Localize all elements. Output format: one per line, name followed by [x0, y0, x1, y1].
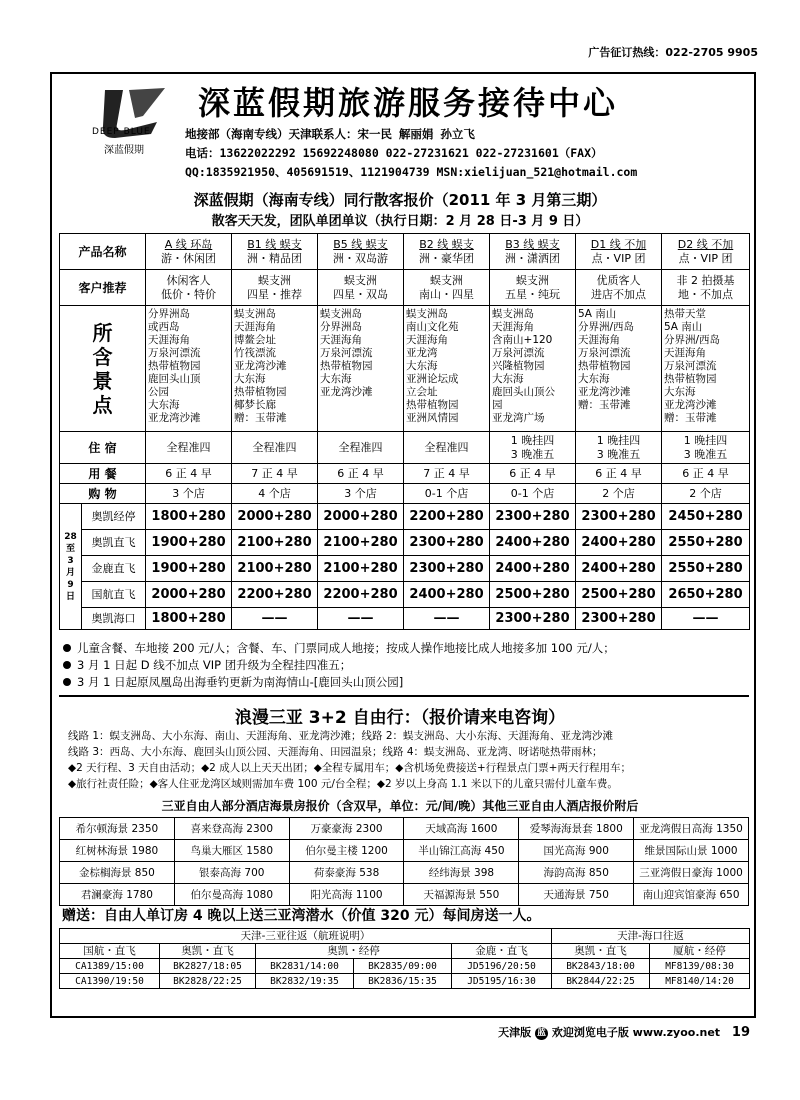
footer-tagline: 欢迎浏览电子版	[551, 1026, 629, 1039]
price-cell: 2450+280	[662, 504, 750, 530]
recommend-header: 客户推荐	[60, 270, 146, 306]
product-row	[60, 234, 750, 270]
stay-cell: 全程准四	[146, 432, 232, 464]
product-header: 产品名称	[60, 234, 146, 270]
price-cell: 2200+280	[404, 504, 490, 530]
edition-label: 天津版	[498, 1026, 532, 1039]
price-row	[60, 530, 750, 556]
meal-cell: 6 正 4 早	[146, 464, 232, 484]
meal-header: 用 餐	[60, 464, 146, 484]
flight-group-sanya: 天津-三亚往返（航班说明）	[60, 929, 552, 944]
stay-row	[60, 432, 750, 464]
airline-label: 奥凯经停	[82, 504, 146, 530]
spots-header: 所 含 景 点	[60, 306, 146, 432]
recommend-row	[60, 270, 750, 306]
price-cell: 2300+280	[576, 608, 662, 630]
flight-cell: JD5195/16:30	[452, 974, 552, 989]
flight-head: 厦航・经停	[650, 944, 750, 959]
product-cell: B3 线 蜈支 洲・潇洒团	[490, 234, 576, 270]
bullet-icon	[63, 678, 71, 686]
flight-cell: MF8139/08:30	[650, 959, 750, 974]
note-item: 3 月 1 日起原凤凰岛出海垂钓更新为南海情山-[鹿回头山顶公园]	[59, 674, 749, 691]
flight-cell: MF8140/14:20	[650, 974, 750, 989]
flight-cell: BK2828/22:25	[160, 974, 256, 989]
hotel-row	[60, 884, 749, 906]
product-cell: D1 线 不加 点・VIP 团	[576, 234, 662, 270]
flight-cell: BK2831/14:00	[256, 959, 354, 974]
product-cell: D2 线 不加 点・VIP 团	[662, 234, 750, 270]
meal-row	[60, 464, 750, 484]
hotel-cell: 伯尔曼主楼 1200	[289, 840, 404, 862]
spots-cell: 蜈支洲岛 天涯海角 含南山+120 万泉河漂流 兴隆植物园 大东海 鹿回头山顶公 园 亚龙湾广场	[490, 306, 576, 432]
spots-cell: 蜈支洲岛 南山文化苑 天涯海角 亚龙湾 大东海 亚洲论坛成 立会址 热带植物园 亚洲风情园	[404, 306, 490, 432]
flight-cell: BK2844/22:25	[552, 974, 650, 989]
flight-head: 奥凯・经停	[256, 944, 452, 959]
shop-cell: 2 个店	[576, 484, 662, 504]
price-cell: 2100+280	[232, 530, 318, 556]
price-list-subtitle: 散客天天发，团队单团单议（执行日期：2 月 28 日-3 月 9 日）	[211, 214, 589, 229]
stay-cell: 全程准四	[404, 432, 490, 464]
hotel-row	[60, 818, 749, 840]
product-cell: B2 线 蜈支 洲・豪华团	[404, 234, 490, 270]
hotel-cell: 维景国际山景 1000	[634, 840, 749, 862]
hotel-cell: 亚龙湾假日高海 1350	[634, 818, 749, 840]
note-item: 儿童含餐、车地接 200 元/人；含餐、车、门票同成人地接；按成人操作地接比成人地接多加 100 元/人；	[59, 640, 749, 657]
hotel-cell: 半山锦江高海 450	[404, 840, 519, 862]
flight-group-row	[60, 929, 750, 944]
flight-row	[60, 959, 750, 974]
notes-list	[59, 640, 749, 691]
price-cell: 1900+280	[146, 556, 232, 582]
price-cell: 2100+280	[232, 556, 318, 582]
hotel-cell: 万豪豪海 2300	[289, 818, 404, 840]
flight-cell: BK2832/19:35	[256, 974, 354, 989]
flight-row	[60, 974, 750, 989]
airline-label: 奥凯直飞	[82, 530, 146, 556]
flight-head: 奥凯・直飞	[552, 944, 650, 959]
meal-cell: 6 正 4 早	[576, 464, 662, 484]
brand-title: 深蓝假期旅游服务接待中心	[198, 84, 619, 122]
price-cell: 1800+280	[146, 504, 232, 530]
note-item: 3 月 1 日起 D 线不加点 VIP 团升级为全程挂四准五；	[59, 657, 749, 674]
price-cell: 2400+280	[576, 530, 662, 556]
airline-label: 金鹿直飞	[82, 556, 146, 582]
price-cell: ——	[232, 608, 318, 630]
flight-head: 奥凯・直飞	[160, 944, 256, 959]
meal-cell: 6 正 4 早	[662, 464, 750, 484]
recommend-cell: 休闲客人 低价・特价	[146, 270, 232, 306]
price-row	[60, 608, 750, 630]
price-cell: 2000+280	[146, 582, 232, 608]
price-cell: ——	[662, 608, 750, 630]
hotel-cell: 天福源海景 550	[404, 884, 519, 906]
price-cell: 2100+280	[318, 530, 404, 556]
hotel-cell: 鸟巢大雁区 1580	[174, 840, 289, 862]
price-cell: 2300+280	[576, 504, 662, 530]
recommend-cell: 优质客人 进店不加点	[576, 270, 662, 306]
spots-cell: 5A 南山 分界洲/西岛 天涯海角 万泉河漂流 热带植物园 大东海 亚龙湾沙滩 赠：玉带滩	[576, 306, 662, 432]
hotel-price-table	[59, 817, 749, 906]
price-cell: 2650+280	[662, 582, 750, 608]
spots-cell: 蜈支洲岛 天涯海角 博鳌会址 竹筏漂流 亚龙湾沙滩 大东海 热带植物园 椰梦长廊 赠：玉带滩	[232, 306, 318, 432]
spots-cell: 热带天堂 5A 南山 分界洲/西岛 天涯海角 万泉河漂流 热带植物园 大东海 亚龙湾沙滩 赠：玉带滩	[662, 306, 750, 432]
recommend-cell: 蜈支洲 四星・双岛	[318, 270, 404, 306]
route-line: ◆旅行社责任险；◆客人住亚龙湾区域则需加车费 100 元/台全程；◆2 岁以上身高 1.1 米以下的儿童只需付儿童车费。	[68, 778, 618, 790]
flight-cell: CA1390/19:50	[60, 974, 160, 989]
price-cell: 1800+280	[146, 608, 232, 630]
hotel-cell: 伯尔曼高海 1080	[174, 884, 289, 906]
recommend-cell: 蜈支洲 南山・四星	[404, 270, 490, 306]
shop-cell: 2 个店	[662, 484, 750, 504]
shop-cell: 0-1 个店	[404, 484, 490, 504]
price-row	[60, 504, 750, 530]
spots-cell: 分界洲岛 或西岛 天涯海角 万泉河漂流 热带植物园 鹿回头山顶 公园 大东海 亚龙湾沙滩	[146, 306, 232, 432]
price-cell: 2300+280	[404, 556, 490, 582]
stay-cell: 全程准四	[318, 432, 404, 464]
route-line: 线路 3：西岛、大小东海、鹿回头山顶公园、天涯海角、田园温泉；线路 4：蜈支洲岛、亚龙湾、呀诺哒热带雨林；	[68, 746, 603, 758]
stay-cell: 全程准四	[232, 432, 318, 464]
bullet-icon	[63, 644, 71, 652]
hotel-cell: 喜来登高海 2300	[174, 818, 289, 840]
product-cell: A 线 环岛 游・休闲团	[146, 234, 232, 270]
price-list-title: 深蓝假期（海南专线）同行散客报价（2011 年 3 月第三期）	[193, 191, 607, 209]
price-cell: 2500+280	[490, 582, 576, 608]
hotel-price-title: 三亚自由人部分酒店海景房报价（含双早，单位：元/间/晚）其他三亚自由人酒店报价附后	[161, 799, 639, 813]
page-footer	[498, 1024, 750, 1040]
price-cell: 2550+280	[662, 556, 750, 582]
flight-cell: BK2836/15:35	[354, 974, 452, 989]
flight-group-haikou: 天津-海口往返	[552, 929, 750, 944]
contact-line-2: 电话：13622022292 15692248080 022-27231621 022-27231601（FAX）	[185, 146, 603, 160]
hotel-cell: 天通海景 750	[519, 884, 634, 906]
logo-english: DEEP BLUE	[92, 127, 151, 137]
flight-head: 金鹿・直飞	[452, 944, 552, 959]
stay-cell: 1 晚挂四 3 晚准五	[662, 432, 750, 464]
flight-cell: BK2827/18:05	[160, 959, 256, 974]
hotel-cell: 荷泰豪海 538	[289, 862, 404, 884]
product-cell: B1 线 蜈支 洲・精品团	[232, 234, 318, 270]
price-cell: 2300+280	[490, 504, 576, 530]
flight-cell: BK2843/18:00	[552, 959, 650, 974]
recommend-cell: 蜈支洲 五星・纯玩	[490, 270, 576, 306]
flight-cell: BK2835/09:00	[354, 959, 452, 974]
hotel-cell: 天域高海 1600	[404, 818, 519, 840]
hotel-cell: 阳光高海 1100	[289, 884, 404, 906]
hotel-cell: 爱琴海海景套 1800	[519, 818, 634, 840]
airline-label: 奥凯海口	[82, 608, 146, 630]
price-cell: 2500+280	[576, 582, 662, 608]
price-cell: 2300+280	[490, 608, 576, 630]
hotel-cell: 海韵高海 850	[519, 862, 634, 884]
recommend-cell: 非 2 拍摄基 地・不加点	[662, 270, 750, 306]
shop-row	[60, 484, 750, 504]
bullet-icon	[63, 661, 71, 669]
price-row	[60, 556, 750, 582]
shop-header: 购 物	[60, 484, 146, 504]
price-cell: 2000+280	[232, 504, 318, 530]
airline-label: 国航直飞	[82, 582, 146, 608]
price-cell: 2200+280	[318, 582, 404, 608]
price-cell: 2550+280	[662, 530, 750, 556]
price-cell: ——	[318, 608, 404, 630]
meal-cell: 7 正 4 早	[404, 464, 490, 484]
meal-cell: 7 正 4 早	[232, 464, 318, 484]
ad-hotline: 广告征订热线：022-2705 9905	[588, 46, 758, 59]
price-cell: 2100+280	[318, 556, 404, 582]
logo-chinese: 深蓝假期	[104, 145, 144, 156]
hotel-cell: 红树林海景 1980	[60, 840, 175, 862]
recommend-cell: 蜈支洲 四星・推荐	[232, 270, 318, 306]
spots-row	[60, 306, 750, 432]
meal-cell: 6 正 4 早	[490, 464, 576, 484]
price-cell: 2000+280	[318, 504, 404, 530]
shop-cell: 0-1 个店	[490, 484, 576, 504]
stay-cell: 1 晚挂四 3 晚准五	[490, 432, 576, 464]
price-row	[60, 582, 750, 608]
divider	[59, 695, 749, 697]
hotel-cell: 银泰高海 700	[174, 862, 289, 884]
website-link[interactable]: www.zyoo.net	[632, 1026, 721, 1039]
gift-note: 赠送：自由人单订房 4 晚以上送三亚湾潜水（价值 320 元）每间房送一人。	[62, 908, 541, 924]
price-cell: 2200+280	[232, 582, 318, 608]
route-line: ◆2 天行程、3 天自由活动；◆2 成人以上天天出团；◆全程专属用车；◆含机场免费接送+行程景点门票+两天行程用车；	[68, 762, 631, 774]
flight-cell: CA1389/15:00	[60, 959, 160, 974]
flight-table	[59, 928, 750, 989]
route-line: 线路 1：蜈支洲岛、大小东海、南山、天涯海角、亚龙湾沙滩；线路 2：蜈支洲岛、大小东海、天涯海角、亚龙湾沙滩	[68, 730, 614, 742]
page-number: 19	[731, 1025, 750, 1040]
hotel-cell: 三亚湾假日豪海 1000	[634, 862, 749, 884]
price-cell: 2400+280	[404, 582, 490, 608]
flight-head-row	[60, 944, 750, 959]
flight-cell: JD5196/20:50	[452, 959, 552, 974]
price-cell: 1900+280	[146, 530, 232, 556]
hotel-cell: 金棕榈海景 850	[60, 862, 175, 884]
price-cell: 2400+280	[576, 556, 662, 582]
hotel-cell: 经纬海景 398	[404, 862, 519, 884]
contact-line-3: QQ:1835921950、405691519、1121904739 MSN:xielijuan_521@hotmail.com	[185, 165, 638, 179]
hotel-row	[60, 840, 749, 862]
spots-cell: 蜈支洲岛 分界洲岛 天涯海角 万泉河漂流 热带植物园 大东海 亚龙湾沙滩	[318, 306, 404, 432]
blue-badge-icon: 蓝	[536, 1027, 546, 1038]
shop-cell: 4 个店	[232, 484, 318, 504]
stay-cell: 1 晚挂四 3 晚准五	[576, 432, 662, 464]
contact-line-1: 地接部（海南专线）天津联系人：宋一民 解丽娟 孙立飞	[185, 127, 475, 141]
hotel-cell: 君澜豪海 1780	[60, 884, 175, 906]
free-travel-title: 浪漫三亚 3+2 自由行：（报价请来电咨询）	[234, 708, 566, 728]
shop-cell: 3 个店	[146, 484, 232, 504]
hotel-cell: 希尔顿海景 2350	[60, 818, 175, 840]
flight-head: 国航・直飞	[60, 944, 160, 959]
hotel-cell: 国光高海 900	[519, 840, 634, 862]
hotel-cell: 南山迎宾馆豪海 650	[634, 884, 749, 906]
price-cell: 2400+280	[490, 530, 576, 556]
price-cell: 2300+280	[404, 530, 490, 556]
stay-header: 住 宿	[60, 432, 146, 464]
tour-price-table	[59, 233, 750, 630]
meal-cell: 6 正 4 早	[318, 464, 404, 484]
hotel-row	[60, 862, 749, 884]
price-cell: ——	[404, 608, 490, 630]
free-travel-routes	[68, 728, 631, 792]
product-cell: B5 线 蜈支 洲・双岛游	[318, 234, 404, 270]
date-range-side: 28 至 3 月 9 日	[60, 504, 82, 630]
price-cell: 2400+280	[490, 556, 576, 582]
shop-cell: 3 个店	[318, 484, 404, 504]
